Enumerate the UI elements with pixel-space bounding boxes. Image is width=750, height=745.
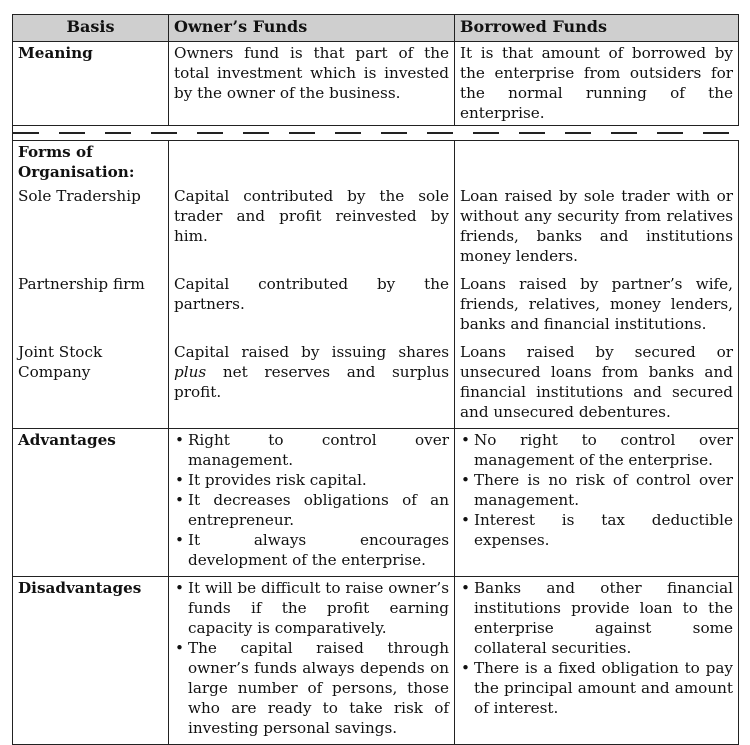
list-item: • No right to control over management of the enterprise. — [460, 430, 733, 470]
list-item: • It will be difficult to raise owner’s funds if the profit earning capacity is comparatively. — [174, 578, 449, 638]
list-item: • There is a fixed obligation to pay the principal amount and amount of interest. — [460, 658, 733, 718]
list-item: • Banks and other financial institutions provide loan to the enterprise against some collateral securities. — [460, 578, 733, 658]
page-break-gap — [13, 126, 739, 141]
list-item: • Right to control over management. — [174, 430, 449, 470]
header-basis: Basis — [13, 15, 169, 42]
list-item: • It provides risk capital. — [174, 470, 449, 490]
meaning-label: Meaning — [13, 42, 169, 126]
advantages-row — [13, 429, 739, 577]
disadvantages-borrowed-list — [460, 578, 733, 718]
disadvantages-label: Disadvantages — [13, 577, 169, 745]
dashed-separator — [13, 126, 739, 141]
list-item: • The capital raised through owner’s funds always depends on large number of persons, those who are ready to take risk of investing personal savings. — [174, 638, 449, 738]
disadvantages-borrowed-cell — [455, 577, 739, 745]
forms-label-cell — [13, 141, 169, 429]
form-owners-partnership: Capital contributed by the partners. — [174, 275, 449, 313]
disadvantages-owners-list — [174, 578, 449, 738]
list-item: • Interest is tax deductible expenses. — [460, 510, 733, 550]
forms-label: Forms of Organisation: — [18, 143, 135, 181]
forms-owners-cell — [169, 141, 455, 429]
advantages-owners-list — [174, 430, 449, 570]
form-name-partnership: Partnership firm — [18, 275, 145, 293]
form-owners-joint-stock — [174, 342, 449, 402]
disadvantages-owners-cell — [169, 577, 455, 745]
form-name-joint-stock: Joint Stock Company — [18, 343, 103, 381]
form-borrowed-partnership: Loans raised by partner’s wife, friends, relatives, money lenders, banks and financial institutions. — [460, 275, 733, 333]
form-borrowed-sole: Loan raised by sole trader with or without any security from relatives friends, banks and institutions money lenders. — [460, 187, 733, 265]
list-item: • There is no risk of control over management. — [460, 470, 733, 510]
disadvantages-row — [13, 577, 739, 745]
form-owners-joint-stock-italic: plus — [174, 363, 207, 381]
header-borrowed-funds: Borrowed Funds — [455, 15, 739, 42]
form-owners-sole: Capital contributed by the sole trader and profit reinvested by him. — [174, 187, 449, 245]
form-owners-joint-stock-post: net reserves and surplus profit. — [174, 363, 450, 401]
advantages-label: Advantages — [13, 429, 169, 577]
advantages-owners-cell — [169, 429, 455, 577]
form-borrowed-joint-stock: Loans raised by secured or unsecured loans from banks and financial institutions and secured and unsecured debentures. — [460, 343, 733, 421]
advantages-borrowed-cell — [455, 429, 739, 577]
meaning-borrowed: It is that amount of borrowed by the enterprise from outsiders for the normal running of the enterprise. — [455, 42, 739, 126]
dashed-line — [13, 132, 739, 134]
header-row — [13, 15, 739, 42]
form-name-sole: Sole Tradership — [18, 187, 141, 205]
header-owners-funds: Owner’s Funds — [169, 15, 455, 42]
forms-borrowed-cell — [455, 141, 739, 429]
forms-row — [13, 141, 739, 429]
meaning-owners: Owners fund is that part of the total investment which is invested by the owner of the business. — [169, 42, 455, 126]
list-item: • It always encourages development of the enterprise. — [174, 530, 449, 570]
list-item: • It decreases obligations of an entrepreneur. — [174, 490, 449, 530]
meaning-row — [13, 42, 739, 126]
form-owners-joint-stock-pre: Capital raised by issuing shares — [174, 343, 449, 361]
advantages-borrowed-list — [460, 430, 733, 550]
comparison-table — [12, 14, 739, 745]
